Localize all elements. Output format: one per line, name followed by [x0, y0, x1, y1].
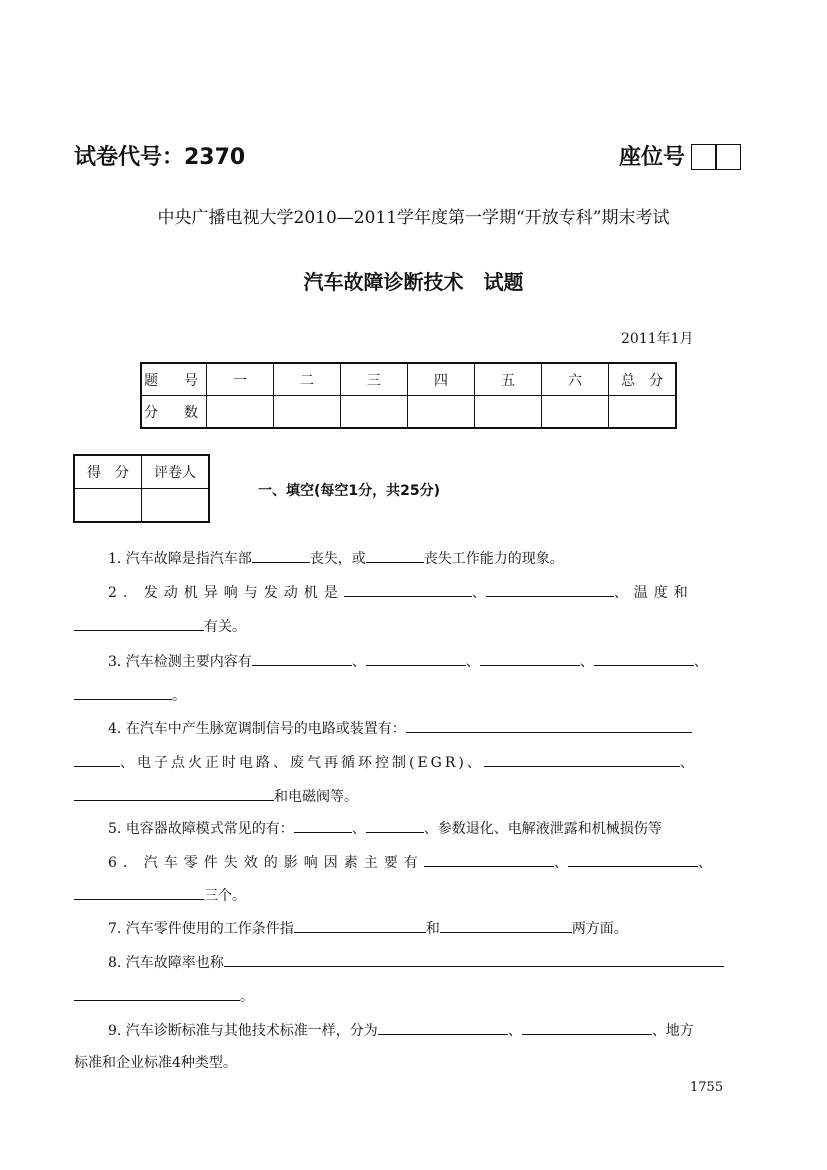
column-head-total: 总 分 [609, 363, 677, 396]
answer-blank[interactable] [74, 986, 240, 1001]
answer-blank[interactable] [424, 852, 554, 867]
answer-blank[interactable] [594, 651, 694, 666]
exam-header: 中央广播电视大学2010—2011学年度第一学期“开放专科”期末考试 [157, 208, 670, 228]
answer-blank[interactable] [74, 685, 172, 700]
score-cell[interactable] [408, 396, 475, 429]
page-number: 1755 [690, 1080, 724, 1095]
question-text: 、参数退化、电解液泄露和机械损伤等 [423, 821, 662, 837]
grader-table [73, 454, 210, 523]
answer-blank[interactable] [484, 752, 680, 767]
seat-number-label: 座位号 [619, 145, 686, 170]
question-2 [108, 582, 694, 602]
question-text: 。 [240, 989, 254, 1005]
question-text: 、 [553, 855, 568, 871]
question-text: 三个。 [204, 888, 246, 904]
column-head: 二 [274, 363, 341, 396]
answer-blank[interactable] [74, 752, 120, 767]
column-head: 六 [542, 363, 609, 396]
row-head-question: 题 号 [141, 363, 207, 396]
question-text: 5. 电容器故障模式常见的有： [108, 821, 294, 837]
exam-code: 试卷代号：2370 [74, 145, 246, 170]
answer-blank[interactable] [294, 818, 352, 833]
answer-blank[interactable] [568, 852, 698, 867]
row-head-score: 分 数 [141, 396, 207, 429]
answer-blank[interactable] [440, 918, 572, 933]
score-head: 得 分 [74, 455, 142, 489]
answer-blank[interactable] [366, 548, 424, 563]
question-text: 6. 汽车零件失效的影响因素主要有 [108, 855, 424, 871]
question-text: 、地方 [651, 1023, 694, 1039]
answer-blank[interactable] [294, 918, 426, 933]
question-text: 、 [579, 654, 594, 670]
question-text: 9. 汽车诊断标准与其他技术标准一样，分为 [108, 1023, 378, 1039]
question-6-cont [74, 885, 246, 905]
question-text: 3. 汽车检测主要内容有 [108, 654, 252, 670]
score-table [140, 362, 677, 429]
question-text: 。 [172, 688, 186, 704]
table-row [141, 396, 676, 429]
question-text: 2. 发动机异响与发动机是 [108, 585, 344, 601]
question-text: 、 [471, 585, 486, 601]
answer-blank[interactable] [74, 616, 204, 631]
question-text: 8. 汽车故障率也称 [108, 955, 224, 971]
question-text: 、电子点火正时电路、废气再循环控制(EGR)、 [120, 755, 484, 771]
question-1 [108, 548, 564, 568]
grader-head: 评卷人 [142, 455, 210, 489]
question-text: 、 [351, 821, 366, 837]
question-text: 、 [507, 1023, 522, 1039]
answer-blank[interactable] [486, 582, 614, 597]
grader-name-cell[interactable] [142, 489, 210, 523]
answer-blank[interactable] [74, 885, 204, 900]
answer-blank[interactable] [366, 651, 466, 666]
question-9-cont [74, 1052, 237, 1072]
seat-number-boxes [692, 144, 741, 170]
table-row [74, 455, 209, 489]
question-7 [108, 918, 628, 938]
question-text: 4. 在汽车中产生脉宽调制信号的电路或装置有： [108, 721, 406, 737]
question-9 [108, 1020, 694, 1040]
table-row [74, 489, 209, 523]
column-head: 一 [207, 363, 274, 396]
seat-box [715, 144, 741, 170]
question-text: 丧失，或 [309, 551, 366, 567]
question-text: 1. 汽车故障是指汽车部 [108, 551, 252, 567]
question-8-cont [74, 986, 254, 1006]
question-5 [108, 818, 662, 838]
answer-blank[interactable] [74, 786, 274, 801]
question-text: 有关。 [204, 619, 246, 635]
question-text: 、 [697, 855, 712, 871]
answer-blank[interactable] [522, 1020, 652, 1035]
score-cell[interactable] [207, 396, 274, 429]
section-title: 一、填空(每空1分，共25分) [258, 483, 441, 499]
exam-date: 2011年1月 [621, 331, 694, 347]
grader-score-cell[interactable] [74, 489, 142, 523]
question-4-cont2 [74, 786, 358, 806]
question-text: 7. 汽车零件使用的工作条件指 [108, 921, 294, 937]
question-text: 、 [693, 654, 708, 670]
answer-blank[interactable] [406, 718, 692, 733]
question-3-cont [74, 685, 186, 705]
question-4-cont [74, 752, 694, 772]
question-8 [108, 952, 724, 972]
question-text: 丧失工作能力的现象。 [423, 551, 564, 567]
question-text: 标准和企业标准4种类型。 [74, 1055, 237, 1071]
question-3 [108, 651, 708, 671]
score-cell[interactable] [609, 396, 677, 429]
question-4 [108, 718, 692, 738]
column-head: 五 [475, 363, 542, 396]
answer-blank[interactable] [480, 651, 580, 666]
answer-blank[interactable] [252, 548, 310, 563]
answer-blank[interactable] [378, 1020, 508, 1035]
score-cell[interactable] [341, 396, 408, 429]
question-text: 、 [351, 654, 366, 670]
score-cell[interactable] [274, 396, 341, 429]
answer-blank[interactable] [224, 952, 724, 967]
score-cell[interactable] [542, 396, 609, 429]
answer-blank[interactable] [344, 582, 472, 597]
seat-box [691, 144, 717, 170]
question-text: 、温度和 [613, 585, 694, 601]
question-text: 、 [465, 654, 480, 670]
answer-blank[interactable] [252, 651, 352, 666]
question-text: 两方面。 [571, 921, 628, 937]
question-2-cont [74, 616, 246, 636]
column-head: 四 [408, 363, 475, 396]
table-row [141, 363, 676, 396]
exam-title: 汽车故障诊断技术 试题 [303, 270, 524, 294]
question-text: 和电磁阀等。 [274, 789, 358, 805]
question-text: 和 [425, 921, 440, 937]
answer-blank[interactable] [366, 818, 424, 833]
score-cell[interactable] [475, 396, 542, 429]
question-6 [108, 852, 712, 872]
column-head: 三 [341, 363, 408, 396]
question-text: 、 [679, 755, 694, 771]
